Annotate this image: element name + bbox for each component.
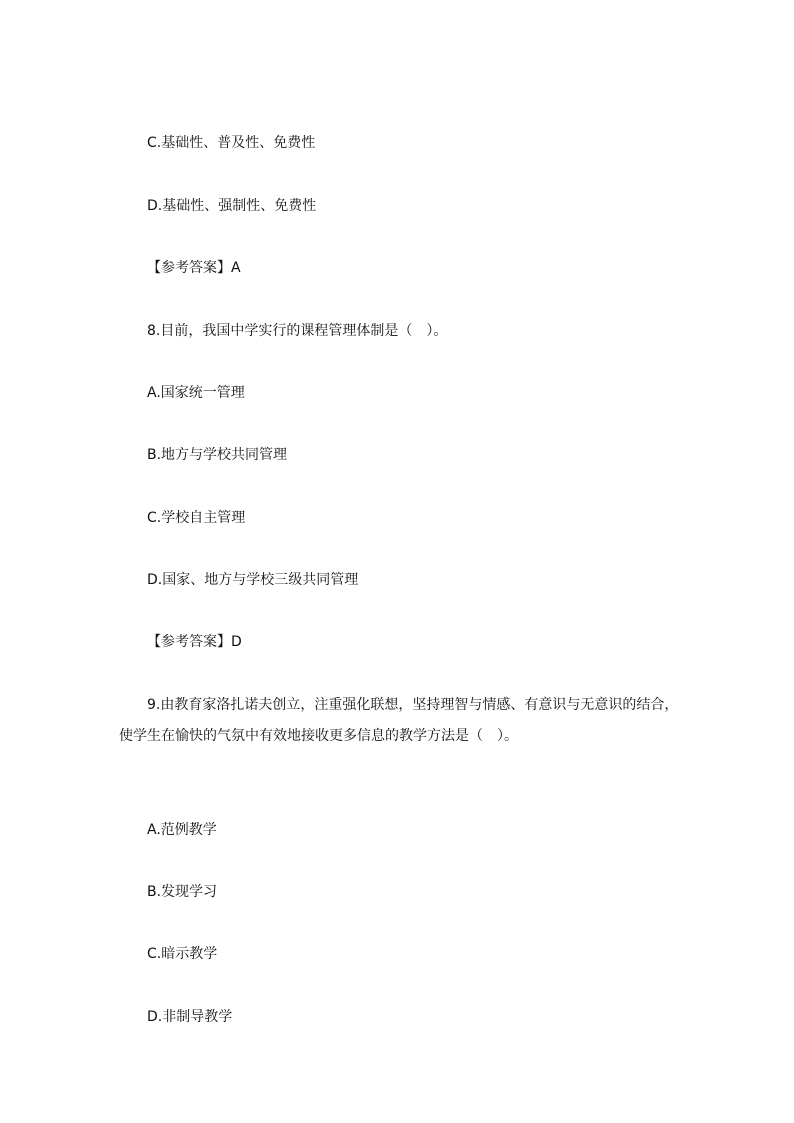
q9-option-a: A.范例教学	[147, 822, 217, 838]
q7-option-d: D.基础性、强制性、免费性	[147, 198, 317, 214]
q7-option-c: C.基础性、普及性、免费性	[147, 135, 316, 151]
q9-option-d: D.非制导教学	[147, 1009, 233, 1025]
q9-question-line1: 9.由教育家洛扎诺夫创立，注重强化联想，坚持理智与情感、有意识与无意识的结合，	[147, 697, 679, 713]
q8-option-d: D.国家、地方与学校三级共同管理	[147, 572, 359, 588]
q8-question: 8.目前，我国中学实行的课程管理体制是（ ）。	[147, 323, 448, 339]
q8-answer: 【参考答案】D	[147, 634, 242, 650]
q8-option-c: C.学校自主管理	[147, 510, 246, 526]
q8-option-b: B.地方与学校共同管理	[147, 447, 288, 463]
q8-option-a: A.国家统一管理	[147, 385, 245, 401]
q7-answer: 【参考答案】A	[147, 260, 241, 276]
q9-option-c: C.暗示教学	[147, 946, 218, 962]
q9-question-line2: 使学生在愉快的气氛中有效地接收更多信息的教学方法是（ ）。	[119, 728, 518, 744]
q9-option-b: B.发现学习	[147, 884, 218, 900]
